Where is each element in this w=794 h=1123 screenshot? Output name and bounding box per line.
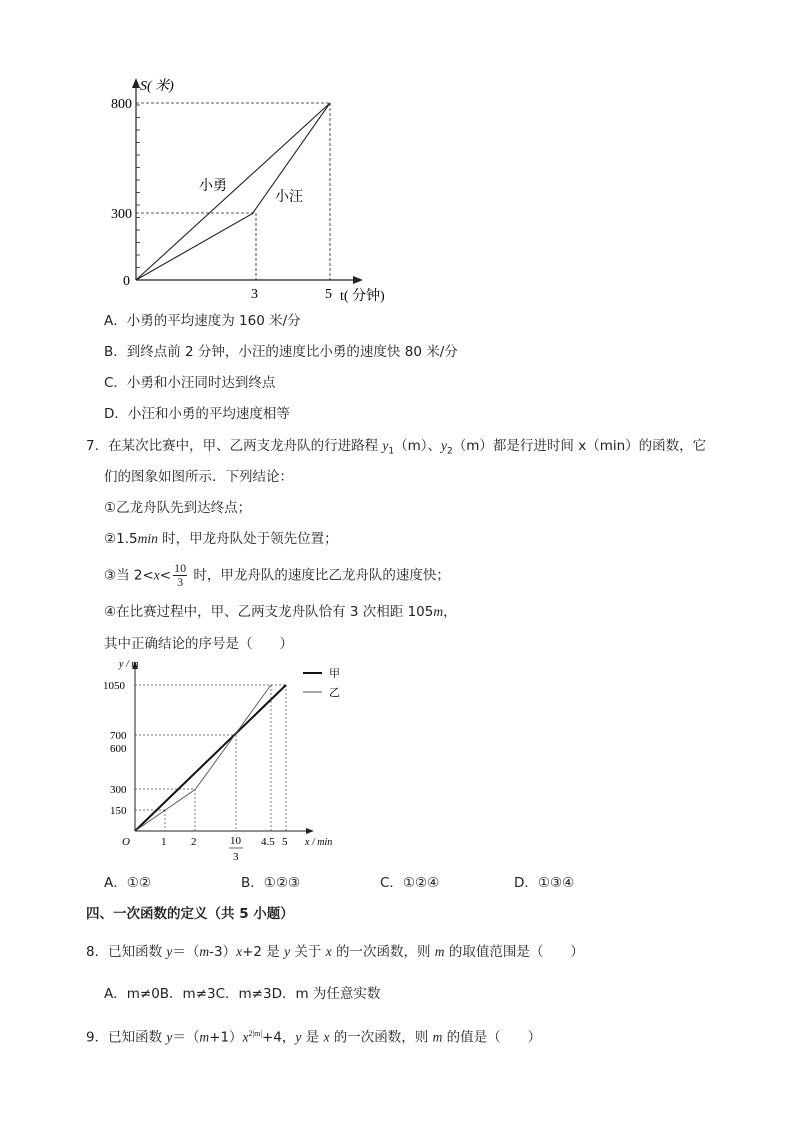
q9-mid3: +4， xyxy=(261,1029,296,1046)
q7-c4-m: m xyxy=(433,604,444,619)
x-tick-1: 1 xyxy=(161,836,167,848)
y-axis-label: S( 米) xyxy=(140,79,174,94)
q7-ask: 其中正确结论的序号是（ ） xyxy=(104,636,293,652)
y-tick-600: 600 xyxy=(110,743,127,755)
y-axis-label: y / m xyxy=(119,659,139,670)
q8-y: y xyxy=(166,944,173,959)
q7-c2-post: 时，甲龙舟队处于领先位置； xyxy=(157,531,338,547)
q9-m: m xyxy=(199,1029,210,1045)
q8-mid2: -3） xyxy=(209,944,237,960)
x-axis-label: x / min xyxy=(305,837,333,848)
q7-c4-post: ， xyxy=(443,604,457,620)
q9-x2: x xyxy=(323,1029,330,1045)
series-yi-line xyxy=(135,685,271,831)
q7-c3-post: 时，甲龙舟队的速度比乙龙舟队的速度快； xyxy=(189,567,450,584)
q7-c3-lt: < xyxy=(159,567,172,584)
q7-c3-frac-num: 10 xyxy=(174,561,187,575)
q8-mid3: +2 是 xyxy=(242,944,285,960)
y-tick-700: 700 xyxy=(110,730,127,742)
y-tick-800: 800 xyxy=(111,97,132,112)
q7-y2-sub: 2 xyxy=(447,446,453,457)
q9-exponent: 2|m| xyxy=(248,1029,262,1038)
x-tick-5: 5 xyxy=(325,287,332,302)
x-tick-4-5: 4.5 xyxy=(261,836,275,848)
q8-stem xyxy=(86,943,584,961)
x-axis-label: t( 分钟) xyxy=(340,289,385,304)
x-tick-3: 3 xyxy=(251,287,258,302)
y-tick-300: 300 xyxy=(110,784,127,796)
q8-mid1: ＝（ xyxy=(172,944,200,960)
dragon-boat-graph xyxy=(100,650,360,870)
q8-m: m xyxy=(199,944,210,959)
q8-m2: m xyxy=(434,944,445,959)
x-axis-arrow xyxy=(306,828,314,834)
distance-time-graph xyxy=(110,70,410,310)
x-tick-2: 2 xyxy=(191,836,197,848)
q8-mid4: 关于 xyxy=(290,944,326,960)
q7-c3-x: x xyxy=(153,567,160,583)
y-minor-ticks xyxy=(136,105,140,268)
y-tick-0: 0 xyxy=(123,274,130,289)
series-jia-line xyxy=(135,685,286,831)
q7-conclusion-3 xyxy=(104,562,450,589)
q7-conclusion-2 xyxy=(104,530,338,548)
x-tick-10-3-num: 10 xyxy=(230,835,241,847)
q7-stem-line2: 们的图象如图所示．下列结论： xyxy=(104,469,293,485)
q7-stem-text-a: 7．在某次比赛中，甲、乙两支龙舟队的行进路程 xyxy=(86,438,383,454)
y-tick-1050: 1050 xyxy=(103,680,125,692)
q9-y2: y xyxy=(295,1029,302,1045)
q9-x: x xyxy=(242,1029,249,1045)
y-axis-arrow xyxy=(132,78,140,88)
q8-x: x xyxy=(236,944,243,959)
q7-c3-fraction xyxy=(173,562,187,589)
q6-option-c: C．小勇和小汪同时达到终点 xyxy=(104,375,276,391)
q7-stem-line1 xyxy=(86,437,706,461)
q9-post: 的值是（ ） xyxy=(442,1029,542,1046)
q8-y2: y xyxy=(284,944,291,959)
q7-stem-unit-2: （m）都是行进时间 x（min）的函数，它 xyxy=(452,438,707,454)
q9-m2: m xyxy=(432,1029,443,1045)
y-tick-150: 150 xyxy=(110,805,127,817)
q7-option-a: A．①② xyxy=(104,875,151,891)
q7-y2: y xyxy=(441,438,448,453)
x-axis-arrow xyxy=(353,276,363,284)
q7-stem-unit-1: （m）、 xyxy=(394,438,442,454)
q9-mid4: 是 xyxy=(301,1029,324,1046)
q9-mid1: ＝（ xyxy=(172,1029,200,1046)
q8-x2: x xyxy=(325,944,332,959)
q7-y1: y xyxy=(382,438,389,453)
q8-pre: 8．已知函数 xyxy=(86,944,167,960)
series-label-xiaoyong: 小勇 xyxy=(199,178,227,194)
q7-option-d: D．①③④ xyxy=(514,875,575,891)
q9-mid2: +1） xyxy=(209,1029,243,1046)
q9-pre: 9．已知函数 xyxy=(86,1029,167,1046)
series-label-xiaowang: 小汪 xyxy=(275,189,303,205)
q7-option-b: B．①②③ xyxy=(241,875,301,891)
q7-c2-pre: ②1.5 xyxy=(104,531,138,547)
q8-options: A．m≠0B．m≠3C．m≠3D．m 为任意实数 xyxy=(104,986,381,1002)
q7-conclusion-1: ①乙龙舟队先到达终点； xyxy=(104,500,252,516)
q7-c3-frac-den: 3 xyxy=(177,575,184,589)
origin-label: O xyxy=(122,836,130,848)
q6-option-d: D．小汪和小勇的平均速度相等 xyxy=(104,406,290,422)
legend-jia-label: 甲 xyxy=(329,667,340,680)
q7-c2-unit: min xyxy=(137,531,158,546)
q9-mid5: 的一次函数，则 xyxy=(329,1029,433,1046)
q7-c4-pre: ④在比赛过程中，甲、乙两支龙舟队恰有 3 次相距 105 xyxy=(104,604,434,620)
q9-stem xyxy=(86,1025,541,1047)
x-tick-5: 5 xyxy=(282,836,288,848)
x-tick-10-3-den: 3 xyxy=(233,851,239,863)
q9-y: y xyxy=(166,1029,173,1045)
q7-y1-sub: 1 xyxy=(388,446,395,457)
section-heading: 四、一次函数的定义（共 5 小题） xyxy=(86,906,294,922)
q8-mid5: 的一次函数，则 xyxy=(331,944,435,960)
y-tick-300: 300 xyxy=(111,207,132,222)
q7-c3-pre: ③当 2< xyxy=(104,567,154,584)
q6-option-b: B．到终点前 2 分钟，小汪的速度比小勇的速度快 80 米/分 xyxy=(104,344,458,360)
legend-yi-label: 乙 xyxy=(329,686,340,699)
q6-option-a: A．小勇的平均速度为 160 米/分 xyxy=(104,313,301,329)
q8-post: 的取值范围是（ ） xyxy=(444,944,584,960)
q7-conclusion-4 xyxy=(104,603,457,621)
q7-option-c: C．①②④ xyxy=(380,875,440,891)
